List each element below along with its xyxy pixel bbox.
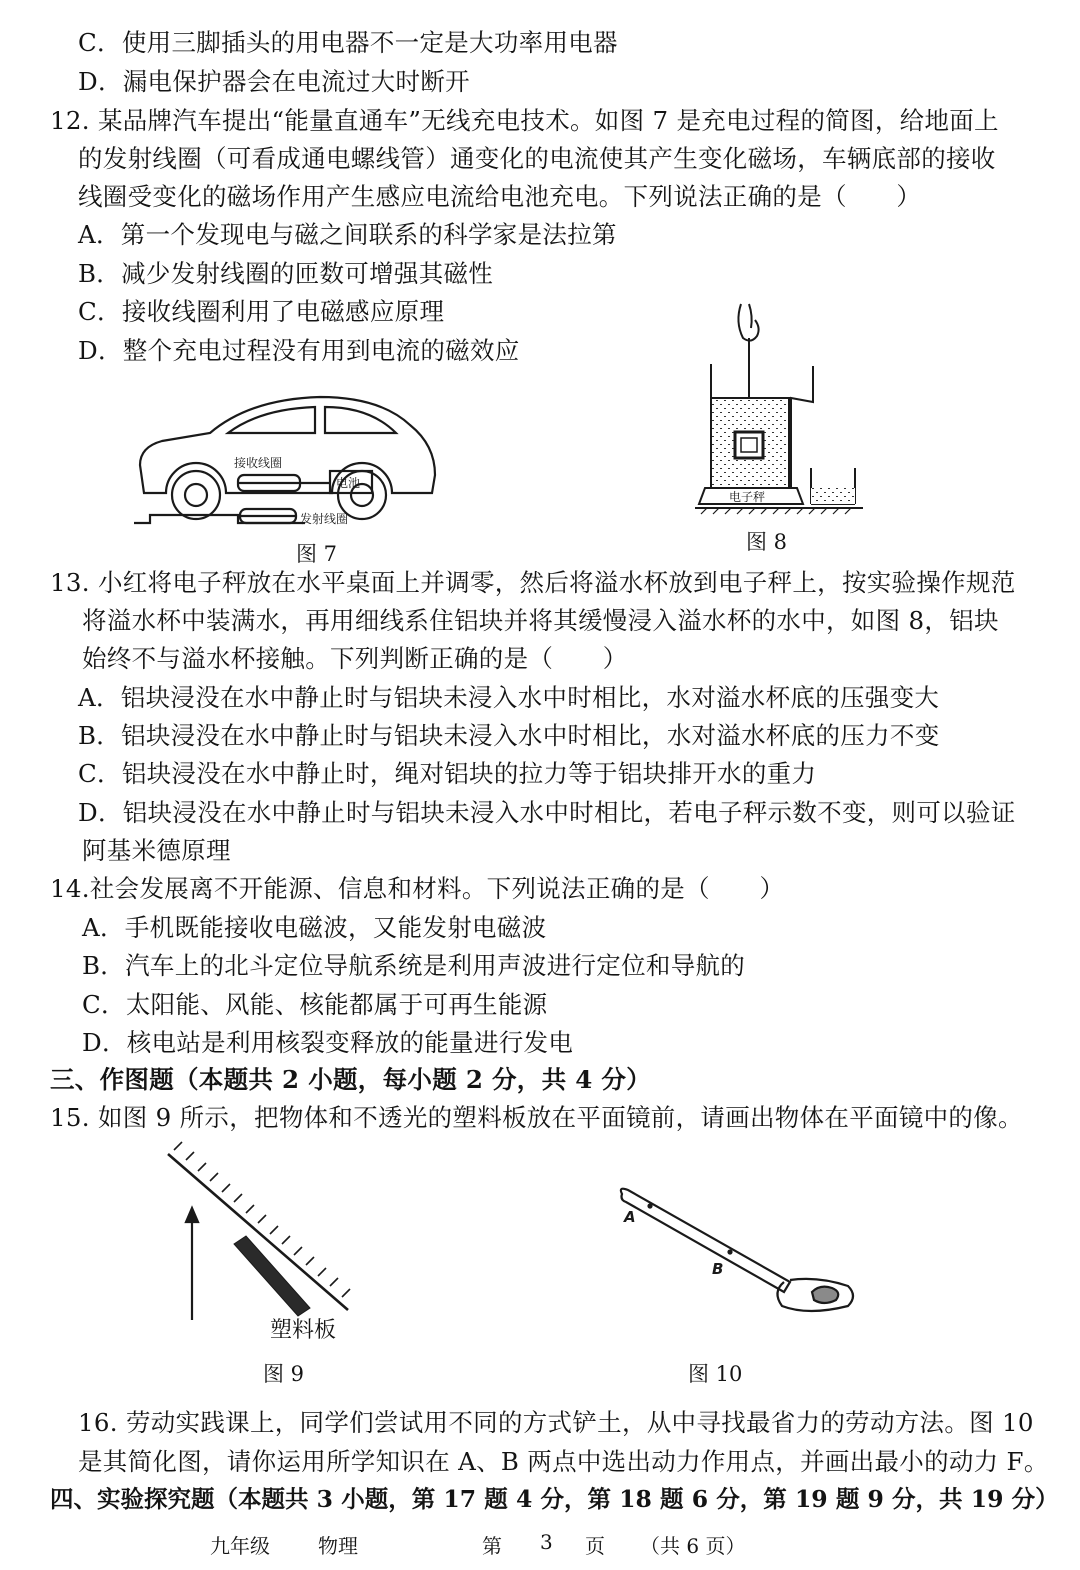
point-a-label: A [624,1208,636,1226]
figure-8-overflow-cup [695,298,865,523]
q12-option-b: B．减少发射线圈的匝数可增强其磁性 [78,259,494,288]
point-b-label: B [712,1260,724,1278]
section-4-title: 四、实验探究题（本题共 3 小题，第 17 题 4 分，第 18 题 6 分，第 19 题 9 分，共 19 分） [50,1485,1059,1513]
car-window-rear [325,407,396,433]
q14-option-a: A．手机既能接收电磁波，又能发射电磁波 [82,913,547,942]
q16-stem-line2: 是其简化图，请你运用所学知识在 A、B 两点中选出动力作用点，并画出最小的动力 F。 [78,1447,1049,1476]
q12-option-d: D．整个充电过程没有用到电流的磁效应 [78,336,520,365]
hand-icon [738,304,758,341]
q13-option-c: C．铝块浸没在水中静止时，绳对铝块的拉力等于铝块排开水的重力 [78,759,817,788]
scale-label: 电子秤 [729,490,766,504]
transmit-coil-label: 发射线圈 [300,512,349,526]
plastic-board [234,1236,310,1316]
q13-option-a: A．铝块浸没在水中静止时与铝块未浸入水中时相比，水对溢水杯底的压强变大 [78,683,940,712]
section-3-title: 三、作图题（本题共 2 小题，每小题 2 分，共 4 分） [50,1065,652,1094]
footer-total-pages: （共 6 页） [640,1534,746,1558]
car-window [228,407,315,433]
receive-coil-label: 接收线圈 [234,456,283,470]
q12-stem-line3: 线圈受变化的磁场作用产生感应电流给电池充电。下列说法正确的是（ ） [78,182,922,211]
footer-page-prefix: 第 [482,1534,502,1558]
figure-8-caption: 图 8 [746,530,788,554]
q13-option-d-line1: D．铝块浸没在水中静止时与铝块未浸入水中时相比，若电子秤示数不变，则可以验证 [78,798,1016,827]
q12-stem-line1: 12. 某品牌汽车提出“能量直通车”无线充电技术。如图 7 是充电过程的简图，给地面上 [50,106,999,135]
figure-7-caption: 图 7 [296,542,338,566]
shovel-handle [621,1189,790,1292]
figure-7-car [130,385,460,535]
q12-option-a: A．第一个发现电与磁之间联系的科学家是法拉第 [78,220,617,249]
plane-mirror [168,1154,348,1310]
q14-option-d: D．核电站是利用核裂变释放的能量进行发电 [82,1028,574,1057]
q14-stem: 14.社会发展离不开能源、信息和材料。下列说法正确的是（ ） [50,874,785,903]
point-a-marker [647,1203,652,1208]
battery-label: 电池 [336,476,361,490]
front-wheel [172,471,220,519]
q14-option-c: C．太阳能、风能、核能都属于可再生能源 [82,990,548,1019]
q13-stem-line2: 将溢水杯中装满水，再用细线系住铝块并将其缓慢浸入溢水杯的水中，如图 8，铝块 [82,606,999,635]
soil-icon [812,1287,838,1303]
q13-stem-line3: 始终不与溢水杯接触。下列判断正确的是（ ） [82,644,628,673]
q11-option-d: D．漏电保护器会在电流过大时断开 [78,67,470,96]
q12-option-c: C．接收线圈利用了电磁感应原理 [78,297,445,326]
footer-subject: 物理 [318,1534,358,1558]
q11-option-c: C．使用三脚插头的用电器不一定是大功率用电器 [78,28,618,57]
figure-10-shovel [612,1182,862,1322]
footer-grade: 九年级 [210,1534,270,1558]
plastic-board-label: 塑料板 [270,1318,337,1343]
q13-option-b: B．铝块浸没在水中静止时与铝块未浸入水中时相比，水对溢水杯底的压力不变 [78,721,940,750]
point-b-marker [727,1249,732,1254]
figure-9-mirror [150,1140,370,1345]
car-body [140,397,435,493]
figure-9-caption: 图 9 [263,1362,305,1386]
q13-option-d-line2: 阿基米德原理 [82,836,231,865]
footer-page-number: 3 [540,1530,553,1554]
q15-stem: 15. 如图 9 所示，把物体和不透光的塑料板放在平面镜前，请画出物体在平面镜中的像。 [50,1103,1023,1132]
figure-10-caption: 图 10 [688,1362,743,1386]
q13-stem-line1: 13. 小红将电子秤放在水平桌面上并调零，然后将溢水杯放到电子秤上，按实验操作规范 [50,568,1016,597]
q14-option-b: B．汽车上的北斗定位导航系统是利用声波进行定位和导航的 [82,951,746,980]
q16-stem-line1: 16. 劳动实践课上，同学们尝试用不同的方式铲土，从中寻找最省力的劳动方法。图 10 [78,1408,1034,1437]
q12-stem-line2: 的发射线圈（可看成通电螺线管）通变化的电流使其产生变化磁场，车辆底部的接收 [78,144,996,173]
footer-page-suffix: 页 [585,1534,605,1558]
